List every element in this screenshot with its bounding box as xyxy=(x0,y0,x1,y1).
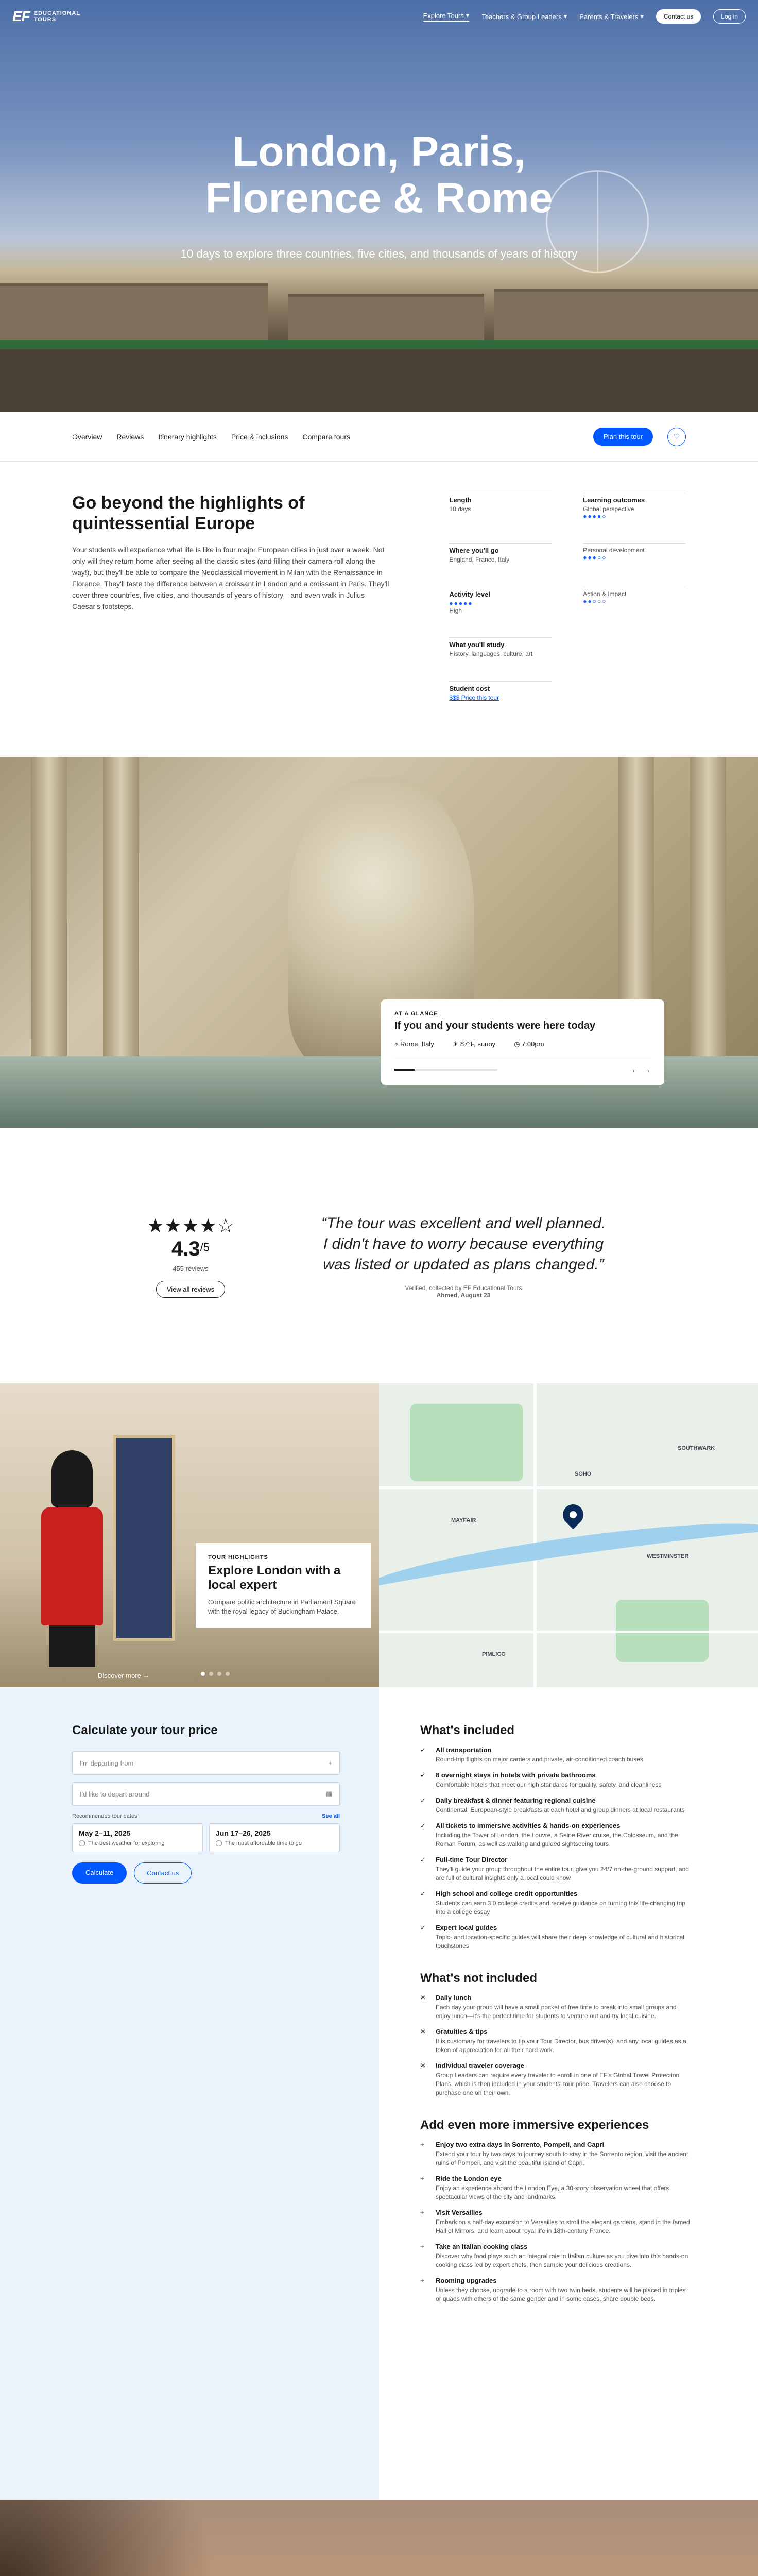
subnav-overview[interactable]: Overview xyxy=(72,432,102,441)
plus-icon: + xyxy=(420,2209,424,2216)
byline-source: Verified, collected by EF Educational Tours xyxy=(405,1284,522,1292)
overview-body: Your students will experience what life is like in four major European cities in just over a week. Not only will they return home after seeing all the classic sites (and filling their camera roll along the way!), but they'll be able to compare the Neoclassical movement in Milan with the Renaissance in Florence. They'll taste the difference between a croissant in London and a croissant in Paris. They'll cover three countries, five cities, and thousands of years of history—and even walk in Julius Caesar's footsteps. xyxy=(72,546,389,611)
list-item xyxy=(420,1924,691,1951)
cta-banner xyxy=(0,2500,758,2576)
list-item-desc: Students can earn 3.0 college credits and receive guidance on turning this life-changing trip into a college essay xyxy=(436,1900,685,1916)
glance-eyebrow: AT A GLANCE xyxy=(394,1011,438,1017)
list-item-body xyxy=(436,2243,691,2269)
fact-value: England, France, Italy xyxy=(449,556,510,564)
highlight-body: Compare politic architecture in Parliament Square with the royal legacy of Buckingham Palace. xyxy=(208,1598,356,1615)
list-item-body xyxy=(436,2175,691,2201)
overview-heading: Go beyond the highlights of quintessential Europe xyxy=(72,493,305,533)
calendar-icon: ▦ xyxy=(325,1790,332,1798)
quote-byline xyxy=(319,1284,608,1299)
map-label: WESTMINSTER xyxy=(647,1553,689,1560)
carousel-progress xyxy=(394,1069,497,1071)
calculator-title: Calculate your tour price xyxy=(72,1723,218,1737)
fact-value: History, languages, culture, art xyxy=(449,650,533,658)
page-title xyxy=(0,129,758,222)
see-all-link[interactable]: See all xyxy=(322,1813,340,1819)
departing-placeholder: I'm departing from xyxy=(80,1759,134,1767)
arrow-right-icon[interactable]: → xyxy=(644,1065,651,1074)
included-title: What's included xyxy=(420,1723,515,1737)
list-item-title: Expert local guides xyxy=(436,1924,497,1931)
map-pin-icon[interactable] xyxy=(559,1500,588,1530)
check-icon: ✓ xyxy=(420,1797,426,1804)
chevron-down-icon: ▾ xyxy=(640,12,644,20)
glance-title: If you and your students were here today xyxy=(394,1020,596,1031)
carousel-dot[interactable] xyxy=(209,1672,213,1676)
ef-logo[interactable] xyxy=(12,8,80,25)
discover-more-link[interactable] xyxy=(98,1672,149,1680)
road xyxy=(379,1631,758,1633)
view-all-reviews-button[interactable]: View all reviews xyxy=(156,1281,225,1298)
check-icon: ✓ xyxy=(420,1890,426,1897)
tour-facts xyxy=(449,493,686,721)
plus-icon: + xyxy=(420,2243,424,2250)
list-item-desc: Each day your group will have a small pocket of free time to break into small groups and enjoy lunch—it's the perfect time for students to venture out and try local cuisine. xyxy=(436,2004,677,2020)
list-item-desc: Comfortable hotels that meet our high standards for quality, safety, and cleanliness xyxy=(436,1781,662,1788)
list-item-body xyxy=(436,2277,691,2303)
price-tour-link[interactable]: $$$ Price this tour xyxy=(449,693,499,701)
carousel-dot[interactable] xyxy=(217,1672,221,1676)
fact-cost xyxy=(449,681,552,721)
price-inclusions xyxy=(0,1687,758,2500)
list-item-desc: Extend your tour by two days to journey south to stay in the Sorrento region, visit the ancient ruins of Pompeii, and visit the beautiful island of Capri. xyxy=(436,2150,688,2166)
date-placeholder: I'd like to depart around xyxy=(80,1790,150,1798)
not-included-items xyxy=(420,1994,691,2097)
fact-label: Student cost xyxy=(449,684,490,692)
contact-us-button[interactable]: Contact us xyxy=(656,9,701,24)
byline-author: Ahmed, August 23 xyxy=(436,1291,491,1299)
title-line: Florence & Rome xyxy=(205,175,553,222)
fact-length xyxy=(449,493,552,540)
add-on-items xyxy=(420,2141,691,2303)
list-item-title: Rooming upgrades xyxy=(436,2277,497,2284)
list-item-desc: Topic- and location-specific guides will share their deep knowledge of cultural and historical touchstones xyxy=(436,1934,684,1950)
list-item-desc: Embark on a half-day excursion to Versailles to stroll the elegant gardens, stand in the famed Hall of Mirrors, and learn about royal life in 18th-century France. xyxy=(436,2218,690,2234)
list-item xyxy=(420,1890,691,1917)
highlight-card xyxy=(196,1543,371,1628)
reviews-section xyxy=(0,1128,758,1383)
logo-mark: EF xyxy=(12,8,30,24)
date-note xyxy=(79,1840,196,1846)
nav-explore-tours[interactable] xyxy=(423,11,470,22)
list-item-title: Daily lunch xyxy=(436,1994,472,2002)
fact-activity xyxy=(449,587,552,634)
park-area xyxy=(410,1404,523,1481)
x-icon: ✕ xyxy=(420,2028,426,2036)
arrow-right-icon: → xyxy=(143,1672,150,1680)
map-label: SOUTHWARK xyxy=(678,1445,715,1451)
date-note-text: The most affordable time to go xyxy=(225,1840,302,1846)
list-item xyxy=(420,2277,691,2303)
list-item-body xyxy=(436,1822,691,1849)
glance-row xyxy=(394,1040,651,1058)
map-label: SOHO xyxy=(575,1471,592,1477)
calculate-button[interactable]: Calculate xyxy=(72,1862,127,1884)
fact-label: What you'll study xyxy=(449,641,505,649)
recommended-dates-header xyxy=(72,1813,340,1819)
fact-action xyxy=(583,587,686,634)
clock-icon: ◷ xyxy=(514,1040,520,1048)
list-item xyxy=(420,1797,691,1815)
rating-summary xyxy=(129,1214,252,1298)
guard-legs xyxy=(49,1625,95,1667)
contact-us-button[interactable]: Contact us xyxy=(134,1862,192,1884)
carousel-progress-fill xyxy=(394,1069,415,1071)
subnav-price[interactable]: Price & inclusions xyxy=(231,432,288,441)
list-item-title: Take an Italian cooking class xyxy=(436,2243,528,2250)
list-item-title: Individual traveler coverage xyxy=(436,2062,524,2070)
london-photo xyxy=(0,1383,379,1687)
list-item-body xyxy=(436,2062,691,2097)
check-icon: ✓ xyxy=(420,1856,426,1863)
map[interactable] xyxy=(379,1383,758,1687)
list-item-title: All transportation xyxy=(436,1746,492,1754)
royal-guard xyxy=(41,1450,103,1667)
sun-icon: ☀ xyxy=(452,1040,459,1048)
rating-dots: ●●○○○ xyxy=(583,597,607,605)
overview-text xyxy=(72,493,392,721)
glance-weather xyxy=(453,1040,495,1048)
chevron-down-icon: ▾ xyxy=(466,11,470,19)
statue-photo xyxy=(0,757,758,1128)
nav-links xyxy=(423,9,746,24)
sentry-box xyxy=(113,1435,175,1641)
price-calculator xyxy=(0,1687,379,2500)
check-icon: ✓ xyxy=(420,1822,426,1829)
highlight-title: Explore London with a local expert xyxy=(208,1564,341,1592)
garden xyxy=(0,340,758,412)
fact-value: Personal development xyxy=(583,547,645,554)
logo-text xyxy=(34,10,80,23)
calculator-buttons xyxy=(72,1862,358,1884)
nav-label: Explore Tours xyxy=(423,11,464,20)
glance-temp-text: 87°F, sunny xyxy=(460,1040,496,1048)
list-item-title: High school and college credit opportunities xyxy=(436,1890,578,1897)
list-item xyxy=(420,2141,691,2167)
inclusions-list xyxy=(379,1687,758,2500)
list-item xyxy=(420,2062,691,2097)
login-button[interactable]: Log in xyxy=(713,9,746,24)
nav-parents[interactable] xyxy=(579,12,644,21)
depart-date-input[interactable] xyxy=(72,1782,340,1806)
list-item xyxy=(420,2209,691,2235)
nav-label: Parents & Travelers xyxy=(579,12,639,21)
list-item-body xyxy=(436,1924,691,1951)
highlight-eyebrow: TOUR HIGHLIGHTS xyxy=(208,1554,268,1561)
plus-icon: + xyxy=(420,2141,424,2148)
fact-study xyxy=(449,637,552,677)
list-item-body xyxy=(436,1856,691,1883)
review-count: 455 reviews xyxy=(173,1264,209,1273)
logo-text-line: EDUCATIONAL xyxy=(33,10,81,16)
rating-dots: ●●●●○ xyxy=(583,513,607,520)
review-quote xyxy=(319,1213,608,1299)
quote-text: “The tour was excellent and well planned. I didn't have to worry because everything was listed or updated as plans changed.” xyxy=(321,1214,606,1273)
road xyxy=(533,1383,537,1687)
nav-label: Teachers & Group Leaders xyxy=(481,12,562,21)
add-ons-title: Add even more immersive experiences xyxy=(420,2118,649,2132)
glance-place xyxy=(394,1040,434,1048)
departing-from-input[interactable] xyxy=(72,1751,340,1775)
arrow-left-icon[interactable]: ← xyxy=(631,1065,639,1074)
map-label: PIMLICO xyxy=(482,1651,506,1657)
list-item xyxy=(420,2175,691,2201)
subnav-reviews[interactable]: Reviews xyxy=(116,432,144,441)
list-item-title: Gratuities & tips xyxy=(436,2028,488,2036)
list-item-title: Full-time Tour Director xyxy=(436,1856,508,1863)
list-item-body xyxy=(436,1797,685,1815)
list-item-body xyxy=(436,1890,691,1917)
list-item-desc: Enjoy an experience aboard the London Eye, a 30-story observation wheel that offers spectacular views of the city and landmarks. xyxy=(436,2184,669,2200)
date-range: Jun 17–26, 2025 xyxy=(216,1829,271,1837)
subnav-compare[interactable]: Compare tours xyxy=(302,432,350,441)
list-item-title: Enjoy two extra days in Sorrento, Pompeii, and Capri xyxy=(436,2141,605,2148)
list-item-desc: Group Leaders can require every traveler to enroll in one of EF's Global Travel Protection Plans, which is then included in your students' tour price. Travelers can also choose to purchase one on their own. xyxy=(436,2072,680,2096)
list-item-body xyxy=(436,2209,691,2235)
list-item-body xyxy=(436,1771,661,1789)
building xyxy=(0,283,268,340)
glance-place-text: Rome, Italy xyxy=(400,1040,434,1048)
location-pin-icon: ⌖ xyxy=(394,1040,399,1048)
date-note-text: The best weather for exploring xyxy=(88,1840,165,1846)
list-item-title: Ride the London eye xyxy=(436,2175,502,2182)
title-line: London, Paris, xyxy=(232,128,526,175)
list-item-desc: Continental, European-style breakfasts at each hotel and group dinners at local restaurants xyxy=(436,1806,685,1814)
fact-label: Learning outcomes xyxy=(583,496,645,504)
check-icon: ✓ xyxy=(420,1771,426,1779)
date-note xyxy=(216,1840,333,1846)
check-icon: ✓ xyxy=(420,1746,426,1754)
list-item-title: Daily breakfast & dinner featuring regional cuisine xyxy=(436,1797,596,1804)
list-item xyxy=(420,1822,691,1849)
list-item-body xyxy=(436,1994,691,2021)
activity-dots: ●●●●● xyxy=(449,599,473,607)
list-item-desc: It is customary for travelers to tip your Tour Director, bus driver(s), and any local guides as a token of appreciation for all their hard work. xyxy=(436,2038,686,2054)
list-item-title: All tickets to immersive activities & hands-on experiences xyxy=(436,1822,621,1829)
list-item-body xyxy=(436,2141,691,2167)
hero-subtitle: 10 days to explore three countries, five cities, and thousands of years of history xyxy=(180,247,578,260)
carousel-controls xyxy=(394,1065,651,1074)
date-option[interactable] xyxy=(209,1823,340,1852)
guard-hat xyxy=(51,1450,93,1507)
check-icon: ✓ xyxy=(420,1924,426,1931)
fact-label: Length xyxy=(449,496,472,504)
fact-label: Activity level xyxy=(449,590,490,598)
list-item-desc: Discover why food plays such an integral role in Italian culture as you dive into this hands-on cooking class led by expert chefs, then sample your delicious creations. xyxy=(436,2252,688,2268)
hero xyxy=(0,0,758,412)
list-item-body xyxy=(436,1746,643,1764)
fact-label: Where you'll go xyxy=(449,547,499,555)
not-included-title: What's not included xyxy=(420,1971,538,1985)
subnav-itinerary[interactable]: Itinerary highlights xyxy=(158,432,217,441)
overview-section xyxy=(0,462,758,757)
recommended-dates xyxy=(72,1823,340,1852)
list-item xyxy=(420,1994,691,2021)
list-item xyxy=(420,2028,691,2055)
list-item xyxy=(420,1746,691,1764)
glance-time xyxy=(514,1040,544,1048)
at-a-glance-card xyxy=(381,999,664,1085)
list-item-desc: Round-trip flights on major carriers and private, air-conditioned coach buses xyxy=(436,1756,643,1763)
fact-spacer xyxy=(583,637,686,677)
list-item-desc: Including the Tower of London, the Louvre, a Seine River cruise, the Colosseum, and the Roman Forum, as well as walking and guided sightseeing tours xyxy=(436,1832,678,1848)
building xyxy=(288,294,484,340)
radio-icon xyxy=(216,1840,222,1846)
x-icon: ✕ xyxy=(420,2062,426,2070)
list-item-desc: Unless they choose, upgrade to a room with two twin beds, students will be placed in triples or quads with others of the same gender and in some cases, share double beds. xyxy=(436,2286,686,2302)
list-item xyxy=(420,2243,691,2269)
logo-text-line: TOURS xyxy=(33,16,57,23)
fact-value: 10 days xyxy=(449,505,471,513)
date-range: May 2–11, 2025 xyxy=(79,1829,131,1837)
top-nav xyxy=(0,0,758,33)
list-item-body xyxy=(436,2028,691,2055)
road xyxy=(379,1486,758,1489)
fact-value: High xyxy=(449,606,462,614)
list-item-title: 8 overnight stays in hotels with private bathrooms xyxy=(436,1771,596,1779)
discover-label: Discover more xyxy=(98,1672,141,1680)
rating-row xyxy=(129,1214,252,1261)
carousel-arrows xyxy=(631,1065,651,1074)
building xyxy=(494,289,758,340)
plan-tour-button[interactable]: Plan this tour xyxy=(593,428,653,446)
guard-coat xyxy=(41,1507,103,1625)
recommended-label: Recommended tour dates xyxy=(72,1813,137,1819)
nav-teachers[interactable] xyxy=(481,12,567,21)
carousel-dot[interactable] xyxy=(201,1672,205,1676)
fact-value: Action & Impact xyxy=(583,590,627,598)
chevron-down-icon: ▾ xyxy=(563,12,567,20)
plus-icon: + xyxy=(420,2277,424,2284)
rating-value: 4.3 xyxy=(171,1237,200,1260)
fact-personal xyxy=(583,543,686,583)
date-option[interactable] xyxy=(72,1823,203,1852)
carousel-dots xyxy=(201,1672,230,1676)
x-icon: ✕ xyxy=(420,1994,426,2002)
rating-scale: /5 xyxy=(200,1241,210,1254)
map-label: MAYFAIR xyxy=(451,1517,476,1523)
fact-value: Global perspective xyxy=(583,505,634,513)
rating-dots: ●●●○○ xyxy=(583,554,607,562)
list-item-title: Visit Versailles xyxy=(436,2209,483,2216)
list-item-desc: They'll guide your group throughout the entire tour, give you 24/7 on-the-ground support, and are full of cultural insights only a local could know xyxy=(436,1866,689,1882)
included-items xyxy=(420,1746,691,1951)
section-nav xyxy=(0,412,758,462)
fact-outcomes xyxy=(583,493,686,540)
quote-body: The tour was excellent and well planned. I didn't have to worry because everything was listed or updated as plans changed. xyxy=(323,1214,606,1273)
tree-silhouette xyxy=(0,2500,216,2576)
list-item xyxy=(420,1771,691,1789)
fact-where xyxy=(449,543,552,583)
radio-icon xyxy=(79,1840,85,1846)
plus-icon: + xyxy=(328,1759,332,1767)
star-rating-icon: ★★★★☆ xyxy=(146,1215,235,1237)
heart-icon[interactable]: ♡ xyxy=(667,428,686,446)
tour-highlights xyxy=(0,1383,758,1687)
glance-time-text: 7:00pm xyxy=(522,1040,544,1048)
carousel-dot[interactable] xyxy=(226,1672,230,1676)
list-item xyxy=(420,1856,691,1883)
plus-icon: + xyxy=(420,2175,424,2182)
